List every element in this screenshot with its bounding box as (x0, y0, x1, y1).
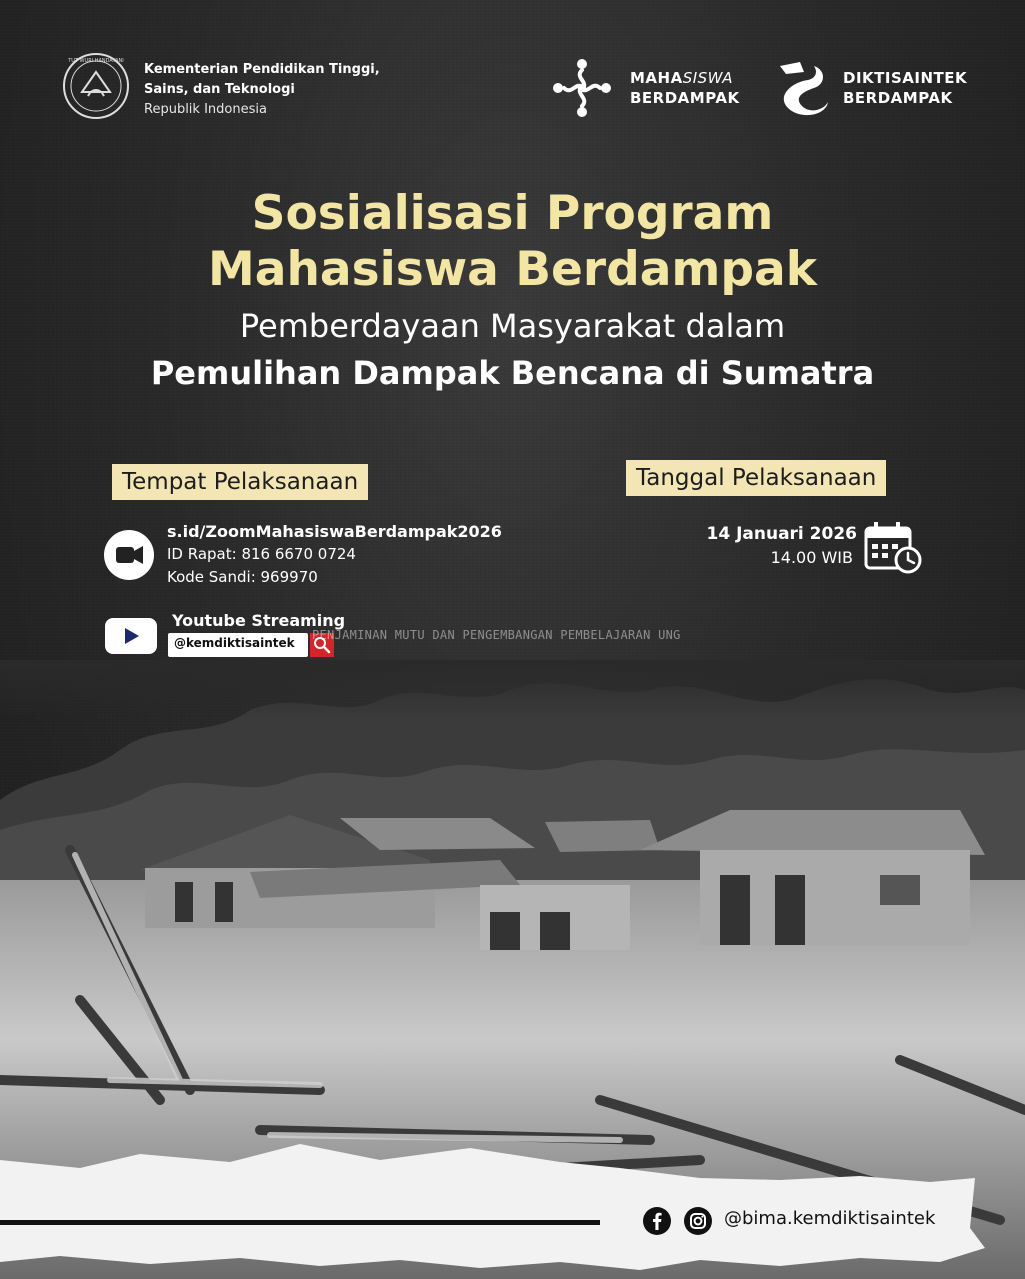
date-label: Tanggal Pelaksanaan (626, 460, 886, 496)
logo-dk-line2: BERDAMPAK (843, 89, 953, 107)
event-time: 14.00 WIB (770, 548, 853, 567)
zoom-passcode: Kode Sandi: 969970 (167, 568, 318, 586)
title-line-2: Mahasiswa Berdampak (207, 242, 818, 297)
subtitle-line-1: Pemberdayaan Masyarakat dalam (239, 307, 786, 345)
zoom-icon (104, 530, 154, 580)
garuda-seal-icon (62, 52, 130, 120)
youtube-icon[interactable] (105, 618, 157, 654)
mahasiswa-berdampak-logo-text (630, 68, 740, 108)
mahasiswa-berdampak-logo-icon (550, 56, 614, 120)
logo-dk-line1: DIKTISAINTEK (843, 69, 968, 87)
calendar-clock-icon (864, 520, 924, 576)
zoom-meeting-id: ID Rapat: 816 6670 0724 (167, 545, 356, 563)
title-line-1: Sosialisasi Program (251, 186, 774, 241)
ministry-line-3: Republik Indonesia (144, 102, 267, 117)
logo-mb-bold: MAHA (630, 69, 683, 87)
footer-divider (0, 1220, 600, 1225)
logo-mb-line2: BERDAMPAK (630, 89, 740, 107)
event-date: 14 Januari 2026 (706, 524, 857, 544)
watermark-text: PENJAMINAN MUTU DAN PENGEMBANGAN PEMBELAJARAN UNG (312, 628, 681, 642)
ministry-line-2: Sains, dan Teknologi (144, 82, 295, 97)
ministry-name (144, 60, 380, 120)
youtube-streaming-title: Youtube Streaming (172, 611, 346, 630)
youtube-handle: @kemdiktisaintek (174, 636, 295, 650)
instagram-icon[interactable] (683, 1206, 713, 1236)
seal-motto: TUT WURI HANDAYANI (68, 58, 124, 64)
youtube-handle-box[interactable] (168, 633, 308, 657)
zoom-link[interactable]: s.id/ZoomMahasiswaBerdampak2026 (167, 522, 502, 541)
ministry-line-1: Kementerian Pendidikan Tinggi, (144, 62, 380, 77)
facebook-icon[interactable] (642, 1206, 672, 1236)
diktisaintek-berdampak-logo-icon (774, 60, 832, 118)
venue-label: Tempat Pelaksanaan (112, 464, 368, 500)
logo-mb-italic: SISWA (682, 69, 734, 87)
diktisaintek-berdampak-logo-text (843, 68, 967, 108)
subtitle-line-2: Pemulihan Dampak Bencana di Sumatra (150, 354, 875, 392)
social-handle[interactable]: @bima.kemdiktisaintek (724, 1208, 936, 1229)
